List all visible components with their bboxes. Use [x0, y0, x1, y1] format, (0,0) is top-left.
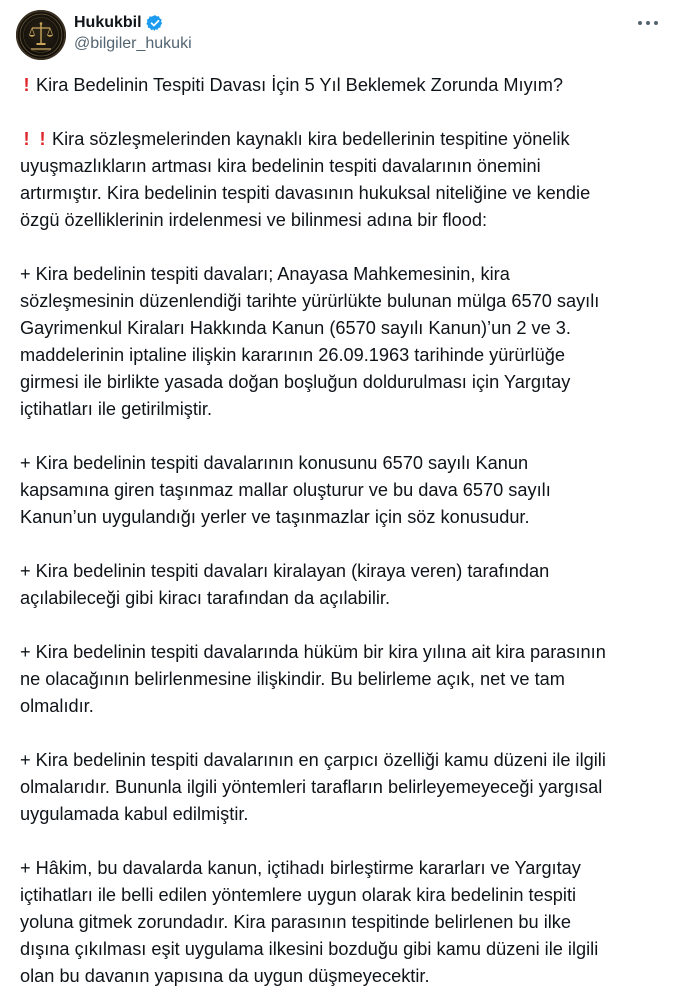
paragraph-point-3 [20, 558, 660, 612]
paragraph-line: ne olacağının belirlenmesine ilişkindir. Bu belirleme açık, net ve tam [20, 669, 565, 689]
verified-badge-icon [146, 14, 164, 32]
paragraph-line: + Kira bedelinin tespiti davalarının konusunu 6570 sayılı Kanun [20, 453, 529, 473]
paragraph-line: yoluna gitmek zorundadır. Kira parasının tespitinde belirlenen bu ilke [20, 912, 572, 932]
paragraph-line: Gayrimenkul Kiraları Hakkında Kanun (6570 sayılı Kanun)’un 2 ve 3. [20, 318, 571, 338]
tweet-text [20, 72, 660, 990]
author-handle[interactable]: @bilgiler_hukuki [74, 35, 192, 52]
paragraph-point-2 [20, 450, 660, 531]
paragraph-line: özgü özelliklerinin irdelenmesi ve bilinmesi adına bir flood: [20, 210, 488, 230]
tweet-title-text: Kira Bedelinin Tespiti Davası İçin 5 Yıl Beklemek Zorunda Mıyım? [36, 75, 564, 95]
paragraph-line: içtihatları ile belli edilen yöntemlere uygun olarak kira bedelinin tespiti [20, 885, 577, 905]
paragraph-line: açılabileceği gibi kiracı tarafından da açılabilir. [20, 588, 391, 608]
paragraph-line: olan bu davanın yapısına da uygun düşmeyecektir. [20, 966, 430, 986]
paragraph-point-6 [20, 855, 660, 990]
paragraph-line: içtihatları ile getirilmiştir. [20, 399, 213, 419]
paragraph-line: Kanun’un uygulandığı yerler ve taşınmazlar için söz konusudur. [20, 507, 530, 527]
paragraph-line: dışına çıkılması eşit uygulama ilkesini bozduğu gibi kamu düzeni ile ilgili [20, 939, 599, 959]
paragraph-line: + Kira bedelinin tespiti davaları; Anayasa Mahkemesinin, kira [20, 264, 510, 284]
paragraph-line: girmesi ile birlikte yasada doğan boşluğun doldurulması için Yargıtay [20, 372, 571, 392]
paragraph-line: olmalıdır. [20, 696, 94, 716]
paragraph-line: sözleşmesinin düzenlendiği tarihte yürürlükte bulunan mülga 6570 sayılı [20, 291, 600, 311]
paragraph-line: uyuşmazlıkların artması kira bedelinin tespiti davalarının önemini [20, 156, 541, 176]
paragraph-line: + Kira bedelinin tespiti davaları kiralayan (kiraya veren) tarafından [20, 561, 550, 581]
red-exclamation-icon: ! [23, 129, 30, 149]
paragraph-point-5 [20, 747, 660, 828]
paragraph-line: + Kira bedelinin tespiti davalarında hüküm bir kira yılına ait kira parasının [20, 642, 606, 662]
tweet-title-line [20, 72, 660, 99]
author-display-name[interactable]: Hukukbil [74, 14, 142, 31]
paragraph-line: maddelerinin iptaline ilişkin kararının 26.09.1963 tarihinde yürürlüğe [20, 345, 565, 365]
paragraph-line [20, 126, 660, 153]
paragraph-line: + Hâkim, bu davalarda kanun, içtihadı birleştirme kararları ve Yargıtay [20, 858, 581, 878]
red-exclamation-icon: ! [39, 129, 46, 149]
red-exclamation-icon: ! [23, 75, 30, 95]
paragraph-line-text: Kira sözleşmelerinden kaynaklı kira bedellerinin tespitine yönelik [52, 129, 570, 149]
paragraph-point-1 [20, 261, 660, 423]
avatar[interactable] [16, 10, 66, 60]
paragraph-line: olmalarıdır. Bununla ilgili yöntemleri tarafların belirleyemeyeceği yargısal [20, 777, 603, 797]
paragraph-line: uygulamada kabul edilmiştir. [20, 804, 249, 824]
paragraph-line: kapsamına giren taşınmaz mallar oluşturur ve bu dava 6570 sayılı [20, 480, 551, 500]
paragraph-point-4 [20, 639, 660, 720]
verified-badge-shape [146, 15, 162, 31]
author-name-row [74, 12, 164, 34]
paragraph-intro [20, 126, 660, 234]
more-options-icon[interactable] [636, 12, 660, 32]
paragraph-line: + Kira bedelinin tespiti davalarının en çarpıcı özelliği kamu düzeni ile ilgili [20, 750, 606, 770]
scales-of-justice-logo [16, 10, 66, 60]
paragraph-line: artırmıştır. Kira bedelinin tespiti davasının hukuksal niteliğine ve kendie [20, 183, 591, 203]
